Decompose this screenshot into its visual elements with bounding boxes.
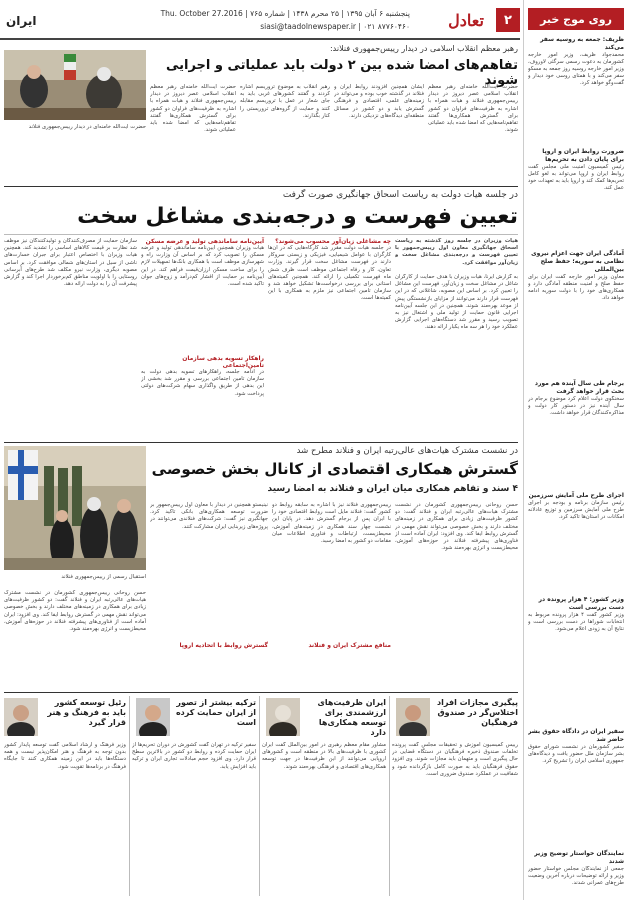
sidebar-item-text: جمعی از نمایندگان مجلس خواستار حضور وزیر و ارائه توضیحات درباره آخرین وضعیت طرح‌های عمرانی شدند. — [528, 866, 624, 886]
main-col2-text: در جلسه هیات دولت مقرر شد کارگاه‌هایی که در آن‌ها کارگران با عوامل شیمیایی، فیزیکی و زیستی سروکار دارند در فهرست مشاغل سخت قرار گیرند. وزارت تعاون، کار و رفاه اجتماعی موظف است ظرف شش ماه فهرست تکمیلی را ارائه کند. همچنین کمیته‌های استانی برای بررسی درخواست‌ها تشکیل خواهد شد و سازمان تامین اجتماعی نیز ملزم به همکاری با این کمیته‌ها است. — [268, 245, 391, 302]
finland-subheadline: ۴ سند و تفاهم همکاری میان ایران و فنلاند به امضا رسید — [267, 484, 518, 494]
main-col1 — [395, 238, 518, 438]
finland-col2-subhead: منافع مشترک ایران و فنلاند — [308, 642, 391, 649]
column-divider — [259, 696, 260, 896]
dateline: پنجشنبه ۶ آبان ۱۳۹۵ | ۲۵ محرم ۱۴۳۸ | شماره ۷۶۵ | Thu. October 27.2016 — [160, 9, 410, 18]
sidebar-item-head: سفیر ایران در دادگاه حقوق بشر حاضر شد — [528, 728, 624, 743]
sidebar-title: روی موج خبر — [528, 8, 624, 30]
sidebar-items — [528, 36, 624, 894]
finland-col3-text: نینیستو همچنین در دیدار با معاون اول رییس‌جمهور بر ضرورت توسعه همکاری‌های بانکی تاکید کرد. جهانگیری نیز گفت: شرکت‌های فنلاندی می‌توانند در پروژه‌های زیربنایی ایران مشارکت کنند. — [150, 502, 268, 530]
sidebar-item — [528, 596, 624, 722]
main-col2-subhead: چه مشاغلی زیان‌آور محسوب می‌شوند؟ — [275, 238, 391, 245]
bottom-column — [4, 696, 126, 896]
bottom-text: سفیر ترکیه در تهران گفت کشورش در دوران تحریم‌ها از ایران حمایت کرده و روابط دو کشور در بالاترین سطح قرار دارد. وی افزود حجم مبادلات تجاری ایران و ترکیه باید افزایش یابد. — [132, 742, 256, 770]
leader-body-col3: رهبر انقلاب به موضوع تروریسم اشاره کردند و گفتند کشورهای غربی باید به جای شعار در عمل با تروریسم مقابله کنند و حمایت از گروه‌های تروریستی را کنار بگذارند. — [240, 84, 330, 119]
sidebar-item-head: وزیر کشور: ۴ هزار پرونده در دست بررسی است — [538, 596, 624, 611]
finland-photo-caption: استقبال رسمی از رییس‌جمهوری فنلاند — [61, 574, 146, 580]
sidebar-item-head: اجرای طرح ملی آمایش سرزمین — [528, 492, 624, 499]
divider — [4, 186, 518, 187]
sidebar-item-text: سفیر کشورمان در نشست شورای حقوق بشر سازمان ملل حضور یافت و دیدگاه‌های جمهوری اسلامی ایران را تشریح کرد. — [528, 744, 624, 764]
person-photo — [136, 698, 170, 736]
main-col3-subhead2: راهکار تسویه بدهی سازمان تامین‌اجتماعی — [182, 355, 264, 369]
sidebar-item-head: برجام طی سال آینده هم مورد بحث قرار خواهد گرفت — [534, 380, 624, 395]
sidebar-item — [528, 380, 624, 486]
bottom-headline: ایران ظرفیت‌های ارزشمندی برای توسعه همکاری‌ها دارد — [317, 698, 386, 737]
main-col3-text2: در ادامه جلسه، راهکارهای تسویه بدهی دولت به سازمان تامین اجتماعی بررسی و مقرر شد بخشی از این بدهی از طریق واگذاری سهام شرکت‌های دولتی پرداخت شود. — [141, 369, 264, 397]
main-headline: تعیین فهرست و درجه‌بندی مشاغل سخت — [77, 204, 518, 229]
sidebar-item-text: معاون وزیر امور خارجه گفت ایران برای حفظ صلح و امنیت منطقه آمادگی دارد و همکاری‌های خود را با دولت سوریه ادامه خواهد داد. — [528, 274, 624, 301]
finland-col1-text: حسن روحانی رییس‌جمهوری کشورمان در نشست مشترک هیات‌های عالی‌رتبه ایران و فنلاند گفت: دو کشور ظرفیت‌های زیادی برای همکاری در زمینه‌های مختلف دارند و بخش خصوصی می‌تواند نقش مهمی در گسترش روابط ایفا کند. وی افزود: ایران آماده است از فناوری‌های پیشرفته فنلاند در حوزه‌های آموزش، محیط‌زیست و انرژی بهره‌مند شود. — [395, 502, 518, 552]
sidebar-item-text: وزیر کشور گفت ۴ هزار پرونده مربوط به انتخابات شوراها در دست بررسی است و نتایج آن به زودی اعلام می‌شود. — [528, 612, 624, 632]
sidebar-item-head: آمادگی ایران جهت اعزام نیروی نظامی به سوریه؛ حفظ صلح بین‌المللی — [531, 250, 624, 273]
header-rule — [0, 38, 520, 40]
leader-headline: تفاهم‌های امضا شده بین ۲ دولت باید عملیاتی و اجرایی شوند — [165, 58, 518, 88]
leader-kicker: رهبر معظم انقلاب اسلامی در دیدار رییس‌جمهوری فنلاند: — [329, 44, 518, 53]
finland-photo — [4, 446, 146, 570]
bottom-text: مشاور مقام معظم رهبری در امور بین‌الملل گفت ایران کشوری با ظرفیت‌های بالا در منطقه است و کشورهای اروپایی می‌توانند از این ظرفیت‌ها در جهت توسعه همکاری‌های اقتصادی و فرهنگی بهره‌مند شوند. — [262, 742, 386, 770]
finland-col2 — [272, 502, 391, 688]
main-col3-text: هیات وزیران همچنین آیین‌نامه ساماندهی تولید و عرضه مسکن را تصویب کرد که بر اساس آن وزارت راه و شهرسازی موظف است با همکاری بانک‌ها تسهیلات لازم را برای ساخت مسکن ارزان‌قیمت فراهم کند. در این آیین‌نامه بر حمایت از اقشار کم‌درآمد و زوج‌های جوان تاکید شده است. — [141, 245, 264, 288]
sidebar-item — [528, 728, 624, 844]
bottom-text: وزیر فرهنگ و ارشاد اسلامی گفت توسعه پایدار کشور بدون توجه به فرهنگ و هنر امکان‌پذیر نیست و همه دستگاه‌ها باید در این زمینه همکاری کنند تا جایگاه فرهنگ در برنامه‌ها تقویت شود. — [4, 742, 126, 770]
main-kicker: در جلسه هیات دولت به ریاست اسحاق جهانگیری صورت گرفت — [282, 190, 518, 200]
main-intro: هیات وزیران در جلسه روز گذشته به ریاست اسحاق جهانگیری معاون اول رییس‌جمهور با تعیین فهرست و درجه‌بندی مشاغل سخت و زیان‌آور موافقت کرد. — [395, 238, 518, 266]
section-label: ایران — [6, 14, 37, 28]
leader-photo-caption: حضرت آیت‌الله خامنه‌ای در دیدار رییس‌جمهوری فنلاند — [28, 124, 146, 130]
column-divider — [129, 696, 130, 896]
sidebar-item — [528, 36, 624, 142]
sidebar-item-text: رئیس سازمان برنامه و بودجه بر اجرای طرح ملی آمایش سرزمین و توزیع عادلانه امکانات در استان‌ها تاکید کرد. — [528, 500, 624, 520]
divider — [4, 442, 518, 443]
contact-line: siasi@taadolnewspaper.ir | ۰۲۱ ۸۷۷۶۰۴۶۰ — [260, 22, 410, 31]
bottom-column — [392, 696, 518, 896]
finland-kicker: در نشست مشترک هیات‌های عالی‌رتبه ایران و فنلاند مطرح شد — [296, 446, 518, 456]
finland-col4-text: حسن روحانی رییس‌جمهوری کشورمان در نشست مشترک هیات‌های عالی‌رتبه ایران و فنلاند گفت: دو کشور ظرفیت‌های زیادی برای همکاری در زمینه‌های مختلف دارند و بخش خصوصی می‌تواند نقش مهمی در گسترش روابط ایفا کند. وی افزود: ایران آماده است از فناوری‌های پیشرفته فنلاند در حوزه‌های آموزش، محیط‌زیست و انرژی بهره‌مند شود. — [4, 590, 146, 633]
finland-headline: گسترش همکاری اقتصادی از کانال بخش خصوصی — [151, 460, 518, 478]
finland-col3-subhead: گسترش روابط با اتحادیه اروپا — [179, 642, 268, 649]
main-col3 — [141, 238, 264, 438]
leader-body-col2: ایشان همچنین افزودند روابط ایران و فنلاند در گذشته خوب بوده و می‌تواند در زمینه‌های علمی، اقتصادی و فرهنگی گسترش یابد و دو کشور در مسائل منطقه‌ای دیدگاه‌های نزدیکی دارند. — [334, 84, 424, 119]
bottom-headline: ترکیه بیشتر از تصور از ایران حمایت کرده است — [175, 698, 256, 727]
main-col2 — [268, 238, 391, 438]
finland-photo-image — [4, 446, 146, 570]
finland-col2-text: رییس‌جمهوری فنلاند نیز با اشاره به سابقه روابط دو کشور گفت: فنلاند مایل است روابط اقتصادی خود را با ایران پس از برجام گسترش دهد. در پایان این نشست چهار سند همکاری در زمینه‌های آموزش، محیط‌زیست، ارتباطات و فناوری اطلاعات میان مقامات دو کشور به امضا رسید. — [272, 502, 391, 545]
person-photo — [4, 698, 38, 736]
column-divider — [389, 696, 390, 896]
sidebar-item-text: رئیس کمیسیون امنیت ملی مجلس گفت روابط ایران و اروپا می‌تواند به لغو کامل تحریم‌ها کمک کند و اروپا باید به تعهدات خود عمل کند. — [528, 164, 624, 191]
bottom-headline: رئیل توسعه کشور باید به فرهنگ و هنر قرار گیرد — [47, 698, 126, 727]
sidebar-item-head: ظریف: جمعه به روسیه سفر می‌کند — [540, 36, 624, 51]
leader-body-col4: حضرت آیت‌الله خامنه‌ای رهبر معظم انقلاب اسلامی عصر دیروز در دیدار رییس‌جمهوری فنلاند و هیات همراه با اشاره به ظرفیت‌های فراوان دو کشور برای گسترش همکاری‌ها گفتند تفاهم‌نامه‌هایی که امضا شده باید عملیاتی شوند. — [150, 84, 236, 134]
sidebar-item-head: نمایندگان خواستار توضیح وزیر شدند — [534, 850, 624, 865]
bottom-text: رییس کمیسیون آموزش و تحقیقات مجلس گفت پرونده تخلفات صندوق ذخیره فرهنگیان در دستگاه قضایی در حال پیگیری است و متهمان باید مجازات شوند. وی افزود حقوق فرهنگیان باید به صورت کامل بازگردانده شود و شفافیت در عملکرد صندوق ضروری است. — [392, 742, 518, 777]
sidebar-item — [528, 250, 624, 374]
bottom-headline: پیگیری مجازات افراد اختلاس‌گر در صندوق فرهنگیان — [437, 698, 518, 727]
page-number: ۲ — [496, 8, 520, 32]
newspaper-logo: تعادل — [448, 10, 484, 30]
main-col1-text: به گزارش ایرنا، هیات وزیران با هدف حمایت از کارگران شاغل در مشاغل سخت و زیان‌آور، فهرست این مشاغل را تعیین کرد. بر اساس این مصوبه، شاغلانی که در این فهرست قرار دارند می‌توانند از مزایای بازنشستگی پیش از موعد بهره‌مند شوند. همچنین در این جلسه آیین‌نامه اجرایی قانون حمایت از تولید ملی و اشتغال نیز به تصویب رسید و مقرر شد دستگاه‌های اجرایی گزارش عملکرد خود را هر سه ماه یکبار ارائه دهند. — [395, 274, 518, 331]
sidebar-item — [528, 850, 624, 894]
sidebar-item — [528, 148, 624, 244]
finland-col3 — [150, 502, 268, 688]
bottom-column — [132, 696, 256, 896]
sidebar-item-text: محمدجواد ظریف، وزیر امور خارجه کشورمان به دعوت رسمی سرگئی لاوروف، وزیر امور خارجه روسیه روز جمعه به مسکو سفر می‌کند و با همتای روسی خود دیدار و گفت‌وگو خواهد کرد. — [528, 52, 624, 86]
main-col4-text: سازمان حمایت از مصرف‌کنندگان و تولیدکنندگان نیز موظف شد نظارت بر قیمت کالاهای اساسی را تشدید کند. همچنین هیات وزیران با اختصاص اعتبار برای جبران خسارت‌های ناشی از سیل در استان‌های شمالی موافقت کرد. بر اساس مصوبه دیگری، وزارت نیرو مکلف شد طرح‌های آبرسانی روستایی را با اولویت مناطق کم‌برخوردار اجرا کند و گزارش پیشرفت آن را به دولت ارائه دهد. — [4, 238, 137, 288]
person-photo — [396, 698, 430, 736]
bottom-column — [262, 696, 386, 896]
leader-photo — [4, 50, 146, 120]
divider — [4, 234, 518, 235]
sidebar-item — [528, 492, 624, 590]
sidebar-item-text: سخنگوی دولت اعلام کرد موضوع برجام در سال آینده نیز در دستور کار دولت و مذاکره‌کنندگان قرار خواهد داشت. — [528, 396, 624, 416]
leader-photo-image — [4, 50, 146, 120]
leader-body-col1: حضرت آیت‌الله خامنه‌ای رهبر معظم انقلاب اسلامی عصر دیروز در دیدار رییس‌جمهوری فنلاند و هیات همراه با اشاره به ظرفیت‌های فراوان دو کشور برای گسترش همکاری‌ها گفتند تفاهم‌نامه‌هایی که امضا شده باید عملیاتی شوند. — [428, 84, 518, 134]
divider — [4, 692, 518, 693]
main-col3-subhead: آیین‌نامه ساماندهی تولید و عرضه مسکن — [145, 238, 264, 245]
sidebar-item-head: ضرورت روابط ایران و اروپا برای پایان دادن به تحریم‌ها — [542, 148, 624, 163]
main-col4 — [4, 238, 137, 438]
person-photo — [266, 698, 300, 736]
